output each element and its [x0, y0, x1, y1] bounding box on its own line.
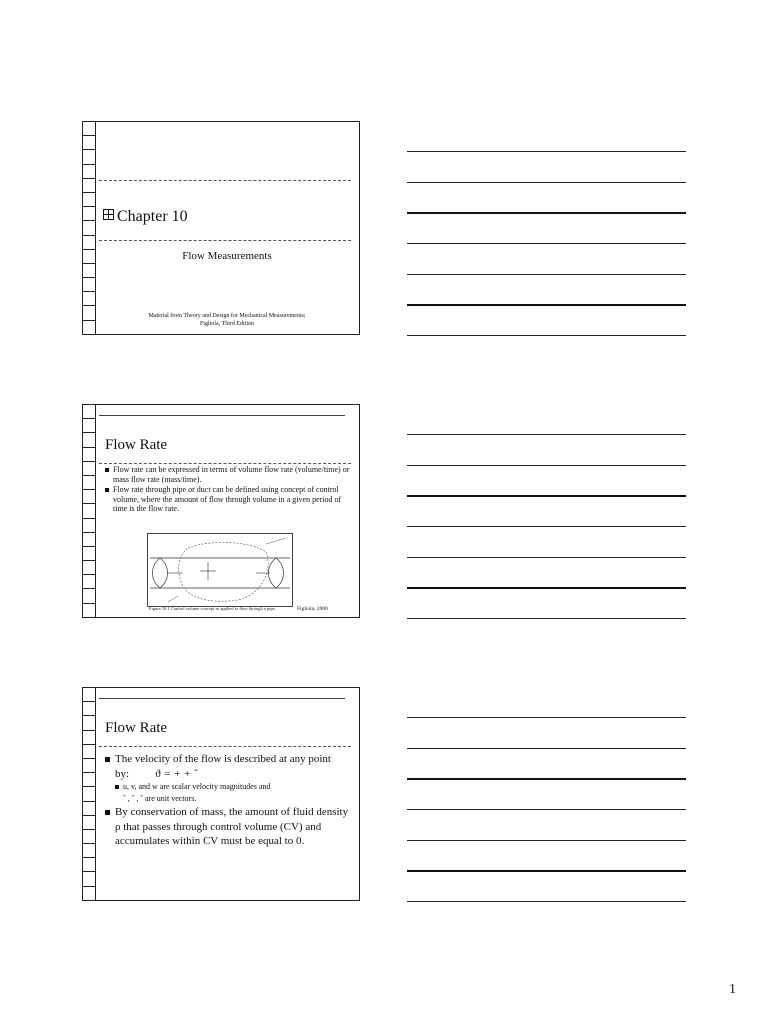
slide-title: Flow Rate	[105, 437, 168, 453]
slide-edge-strip	[83, 688, 96, 900]
divider	[99, 180, 351, 181]
bullet-list	[105, 465, 353, 515]
chapter-title: Chapter 10	[117, 208, 188, 225]
slide-edge-strip	[83, 122, 96, 334]
slide-3	[82, 687, 360, 901]
bullet-item: The velocity of the flow is described at any point by: ϑ = + + ˆ	[105, 752, 351, 781]
bullet-item: Flow rate through pipe or duct can be defined using concept of control volume, where the amount of flow through volume in a given period of time is the flow rate.	[105, 485, 353, 514]
divider	[99, 463, 351, 464]
divider	[99, 746, 351, 747]
bullet-item: Flow rate can be expressed in terms of volume flow rate (volume/time) or mass flow rate (mass/time).	[105, 465, 353, 484]
sub-bullet-continuation: ˆ , ˆ , ˆ are unit vectors.	[123, 794, 197, 803]
credit-text: Material from Theory and Design for Mechanical Measurements; Figliola, Third Edition	[148, 313, 306, 327]
top-rule	[99, 415, 345, 416]
chapter-heading	[103, 208, 188, 226]
bullet-item: By conservation of mass, the amount of fluid density ρ that passes through control volume (CV) and accumulates within CV must be equal to 0.	[105, 805, 351, 849]
velocity-formula: ϑ = + + ˆ	[155, 767, 199, 780]
expand-box-icon	[103, 209, 114, 220]
top-rule	[99, 698, 345, 699]
bullet-list	[105, 752, 351, 849]
page-number: 1	[729, 982, 736, 997]
control-volume-figure	[147, 533, 293, 607]
slide-subtitle: Flow Measurements	[182, 250, 272, 262]
slide-1	[82, 121, 360, 335]
slide-2	[82, 404, 360, 618]
slide-title: Flow Rate	[105, 720, 168, 736]
figure-source: Figliola, 2000	[297, 606, 328, 612]
divider	[99, 240, 351, 241]
slide-edge-strip	[83, 405, 96, 617]
sub-bullet: u, v, and w are scalar velocity magnitudes and	[115, 781, 351, 793]
figure-caption: Figure 10.1 Control volume concept as applied to flow through a pipe.	[149, 606, 276, 611]
